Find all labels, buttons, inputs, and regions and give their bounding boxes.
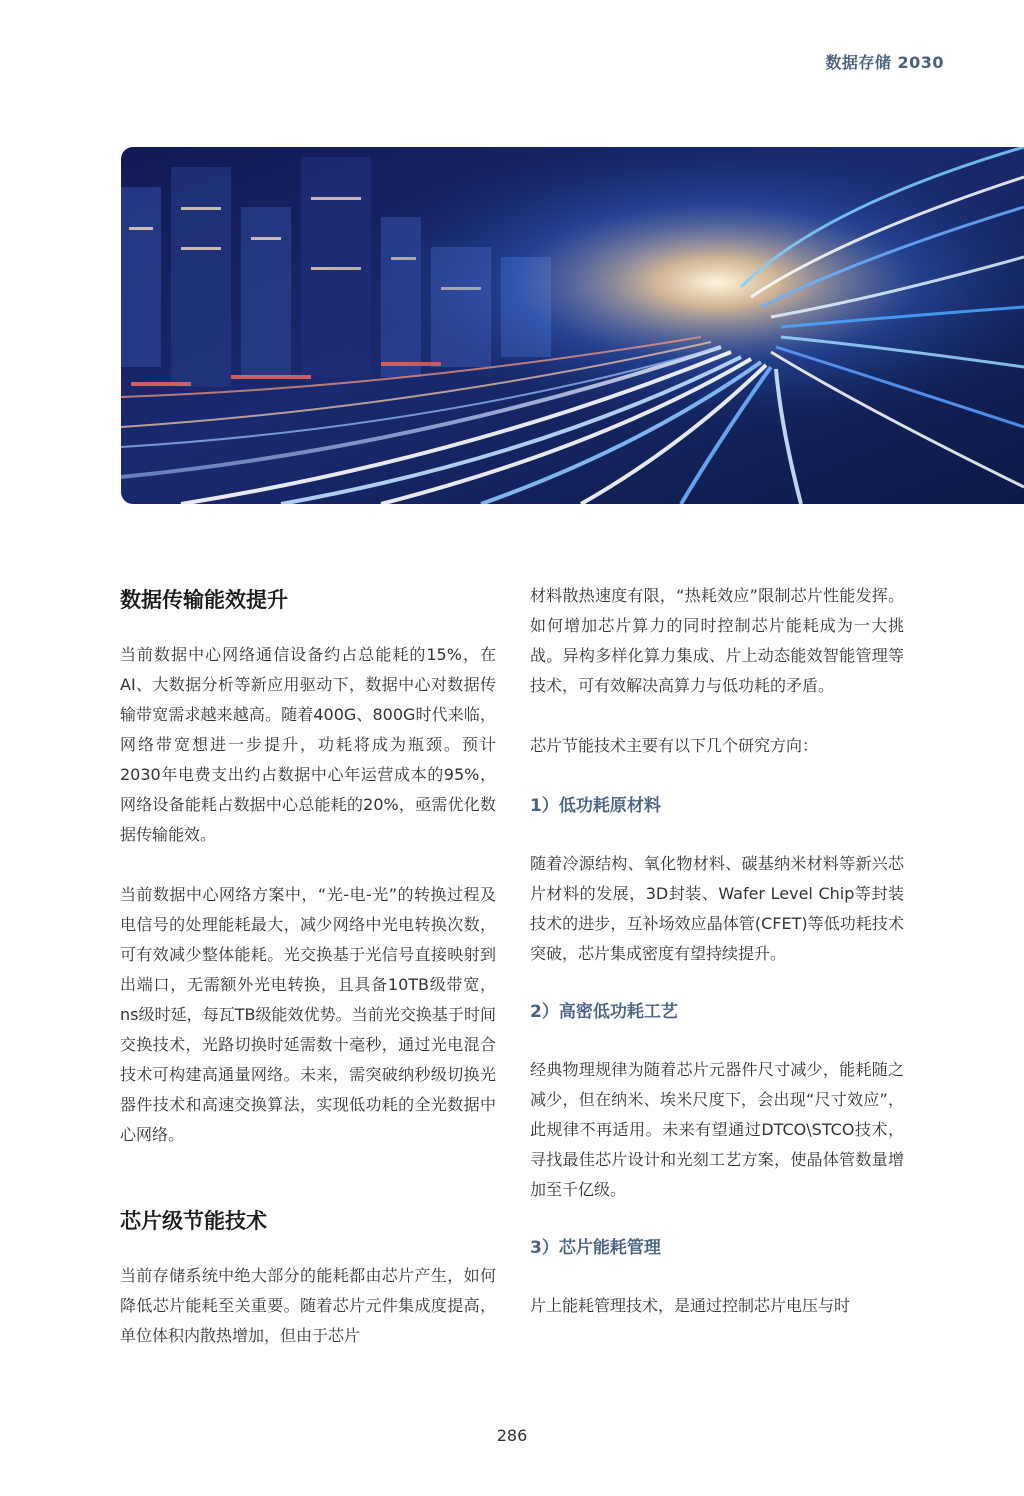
paragraph: 材料散热速度有限，“热耗效应”限制芯片性能发挥。如何增加芯片算力的同时控制芯片能耗成为一大挑战。异构多样化算力集成、片上动态能效智能管理等技术，可有效解决高算力与低功耗的矛盾。 [530,586,904,695]
paragraph: 经典物理规律为随着芯片元器件尺寸减少，能耗随之减少，但在纳米、埃米尺度下，会出现“尺寸效应”，此规律不再适用。未来有望通过DTCO\STCO技术，寻找最佳芯片设计和光刻工艺方案，使晶体管数量增加至千亿级。 [530,1060,904,1199]
light-tunnel-image [121,147,1024,504]
running-header: 数据存储 2030 [825,53,944,72]
paragraph: 当前存储系统中绝大部分的能耗都由芯片产生，如何降低芯片能耗至关重要。随着芯片元件集成度提高，单位体积内散热增加，但由于芯片 [120,1266,496,1345]
page-number: 286 [496,1426,528,1445]
section-heading-data-transmission: 数据传输能效提升 [120,588,288,612]
subheading-low-power-materials: 1）低功耗原材料 [530,796,661,816]
subheading-chip-energy-management: 3）芯片能耗管理 [530,1238,661,1258]
right-column [530,581,904,1321]
hero-image [121,147,1024,504]
paragraph: 片上能耗管理技术，是通过控制芯片电压与时 [530,1296,851,1315]
subheading-high-density-process: 2）高密低功耗工艺 [530,1002,678,1022]
paragraph: 芯片节能技术主要有以下几个研究方向： [530,736,819,755]
paragraph: 当前数据中心网络通信设备约占总能耗的15%，在AI、大数据分析等新应用驱动下，数据中心对数据传输带宽需求越来越高。随着400G、800G时代来临，网络带宽想进一步提升，功耗将成为瓶颈。预计2030年电费支出约占数据中心年运营成本的95%，网络设备能耗占数据中心总能耗的20%，亟需优化数据传输能效。 [120,645,496,844]
paragraph: 当前数据中心网络方案中，“光-电-光”的转换过程及电信号的处理能耗最大，减少网络中光电转换次数，可有效减少整体能耗。光交换基于光信号直接映射到出端口，无需额外光电转换，且具备10TB级带宽，ns级时延，每瓦TB级能效优势。当前光交换基于时间交换技术，光路切换时延需数十毫秒，通过光电混合技术可构建高通量网络。未来，需突破纳秒级切换光器件技术和高速交换算法，实现低功耗的全光数据中心网络。 [120,885,496,1144]
paragraph: 随着冷源结构、氧化物材料、碳基纳米材料等新兴芯片材料的发展，3D封装、Wafer Level Chip等封装技术的进步，互补场效应晶体管(CFET)等低功耗技术突破，芯片集成密度有望持续提升。 [530,854,904,963]
section-heading-chip-energy: 芯片级节能技术 [120,1209,267,1233]
left-column [120,582,496,1351]
